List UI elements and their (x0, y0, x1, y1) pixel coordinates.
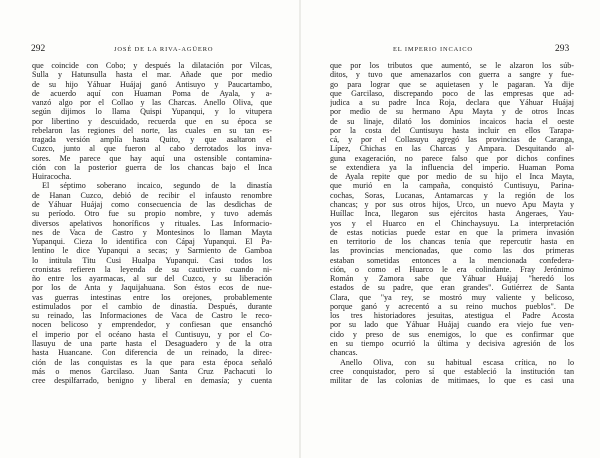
text-line: llasuyu de una parte hasta el Desaguadero y de la otra (32, 338, 272, 348)
text-line: nocen belicoso y emprendedor, y confiesan que ensanchó (32, 320, 272, 330)
text-line: por su lado que Yáhuar Huájaj cuando era viejo fue ven- (330, 320, 574, 330)
text-line: go para lograr que se aquietasen y le pagaran. Ya dije (330, 79, 574, 89)
text-line: de su hijo Yáhuar Huájaj ganó Antisuyo y Paucartambo, (32, 79, 272, 89)
text-line: Anello Oliva, con su habitual escasa crítica, no lo (340, 357, 574, 367)
text-line: más o menos Garcilaso. Juan Santa Cruz Pachacuti lo (32, 366, 272, 376)
text-line: ción con la posterior guerra de los chancas bajo el Inca (32, 162, 272, 172)
text-line: ditos, y tuvo que amenazarlos con guerra a sangre y fue- (330, 70, 574, 80)
text-line: chancas. (330, 348, 358, 358)
text-line: en territorio de los chancas tenía que repercutir hasta en (330, 237, 574, 247)
text-line: chancas; y por sus otros hijos, Urco, un nuevo Apu Mayta y (330, 199, 574, 209)
text-line: El séptimo soberano incaico, segundo de la dinastía (42, 181, 272, 191)
text-line: vanzó algo por el Collao y las Charcas. Anello Oliva, que (32, 98, 272, 108)
text-line: cido y preso de sus enemigos, lo que es confirmar que (330, 329, 574, 339)
text-line: que Garcilaso, discrepando poco de las empresas que ad- (330, 88, 574, 98)
text-line: el imperio por el océano hasta el Cuntisuyu, y por el Co- (32, 329, 272, 339)
text-line: ción de las conquistas es la que para esta época señaló (32, 357, 272, 367)
text-line: de su linaje, dilató los dominios incaicos hacia el oeste (330, 116, 574, 126)
text-line: vas guerras intestinas entre los orejones, probablemente (32, 292, 272, 302)
text-line: lo intitula Titu Cusi Hualpa Yupanqui. Casi todos los (32, 255, 272, 265)
text-line: cree conquistador, pero sí que estableció la institución tan (330, 366, 574, 376)
text-line: ción, o como el Huarco le era colindante. Fray Jerónimo (330, 264, 574, 274)
text-line: se extendiera ya la influencia del imperio. Huaman Poma (330, 162, 574, 172)
text-line: Yupanqui. Cieza lo identifica con Cápaj Yupanqui. El Pa- (32, 237, 272, 247)
text-line: estimulados por el cambio de dinastía. Después, durante (32, 301, 272, 311)
text-line: tragada versión amplía hasta Quito, y que asaltaron el (32, 135, 272, 145)
text-line: lentino le dice Yupanqui a secas; y Sarmiento de Gamboa (32, 246, 272, 256)
text-line: que coincide con Cobo; y después la dilatación por Vilcas, (32, 61, 272, 70)
text-line: por los de Anta y Jaquijahuana. Son éstos ecos de nue- (32, 283, 272, 293)
text-line: Cuzco, junto al que fueron al cabo derrotados los inva- (32, 144, 272, 154)
text-line: su período. Otro fue su propio nombre, y tuvo además (32, 209, 272, 219)
text-line: yos y el Huarco en el Chinchaysuyu. La interpretación (330, 218, 574, 228)
text-line: hasta Huancane. Con diferencia de un reinado, la direc- (32, 348, 272, 358)
body-text (32, 61, 272, 385)
text-line: cree despilfarrado, benigno y liberal en demasía; y cuenta (32, 376, 272, 386)
text-line: Clara, que "ya rey, se mostró muy valiente y belicoso, (330, 292, 574, 302)
running-head: JOSÉ DE LA RIVA-AGÜERO (114, 46, 214, 53)
text-line: su reinado, las Informaciones de Vaca de Castro le reco- (32, 311, 272, 321)
text-line: cá, y por el Collasuyu agregó las provincias de Caranga, (330, 135, 574, 145)
text-line: en su tiempo ocurrió la última y decisiva agresión de los (330, 338, 574, 348)
text-line: nes de Vaca de Castro y Montesinos lo llaman Mayta (32, 227, 272, 237)
text-line: que por los tributos que aumentó, se le alzaron los súb- (330, 61, 574, 70)
text-line: sores. Me parece que hay aquí una ostensible contamina- (32, 153, 272, 163)
page-number: 292 (31, 44, 46, 54)
text-line: las provincias mencionadas, que como las dos primeras (330, 246, 574, 256)
text-line: diversos apelativos honoríficos y rituales. Las Informacio- (32, 218, 272, 228)
text-line: Lípez, Chichas en las Charcas y Ampara. Desquitando al- (330, 144, 574, 154)
text-line: Huiracocha. (32, 172, 72, 182)
text-line: estaban sometidas entonces a la mencionada confedera- (330, 255, 574, 265)
text-line: de Yáhuar Huájaj como consecuencia de las desdichas de (32, 199, 272, 209)
text-line: militar de las colonias de mitimaes, lo que es casi una (330, 376, 574, 386)
text-line: guna exageración, no parece falso que por dichos confines (330, 153, 574, 163)
text-line: por la costa del Cuntisuyu hasta incluir en ellos Tarapa- (330, 125, 574, 135)
text-line: rebelaron las regiones del norte, las cuales en su tan es- (32, 125, 272, 135)
text-line: de Hanan Cuzco, debió de recibir el infausto renombre (32, 190, 272, 200)
text-line: de acuerdo aquí con Huaman Poma de Ayala, y a- (32, 88, 272, 98)
text-line: que murió en la campaña, conquistó Cuntisuyu, Parina- (330, 181, 574, 191)
text-line: por medio de su hermano Apu Mayta y de otros Incas (330, 107, 574, 117)
text-line: según dijimos lo llama Quispi Yupanqui, y lo vitupera (32, 107, 272, 117)
text-line: estados de su padre, que eran grandes". Gutiérrez de Santa (330, 283, 574, 293)
body-text (330, 61, 574, 385)
text-line: los tres historiadores jesuitas, atestigua el Padre Acosta (330, 311, 574, 321)
running-head: EL IMPERIO INCAICO (393, 46, 473, 53)
page-number: 293 (555, 44, 570, 54)
text-line: por libertino y descuidado, recuerda que en su época se (32, 116, 272, 126)
text-line: Sulla y Hatunsulla hasta el mar. Añade que por medio (32, 70, 272, 80)
text-line: Huíllac Inca, llegaron sus ejércitos hasta Angeraes, Yau- (330, 209, 574, 219)
text-line: ño entre los ayarmacas, al sur del Cuzco, y su liberación (32, 274, 272, 284)
text-line: Román y Zamora sabe que Yáhuar Huájaj "heredó los (330, 274, 574, 284)
text-line: de estas noticias puede estar en que la primera invasión (330, 227, 574, 237)
text-line: judica a su padre Inca Roja, declara que Yáhuar Huájaj (330, 98, 574, 108)
text-line: porque ganó y acrecentó a su reino muchos pueblos". De (330, 301, 574, 311)
right-page (300, 0, 600, 458)
text-line: cochas, Soras, Lucanas, Antamarcas y la región de los (330, 190, 574, 200)
text-line: cronistas refieren la leyenda de su cautiverio cuando ni- (32, 264, 272, 274)
text-line: de Ayala repite que por medio de su hijo el Inca Mayta, (330, 172, 574, 182)
